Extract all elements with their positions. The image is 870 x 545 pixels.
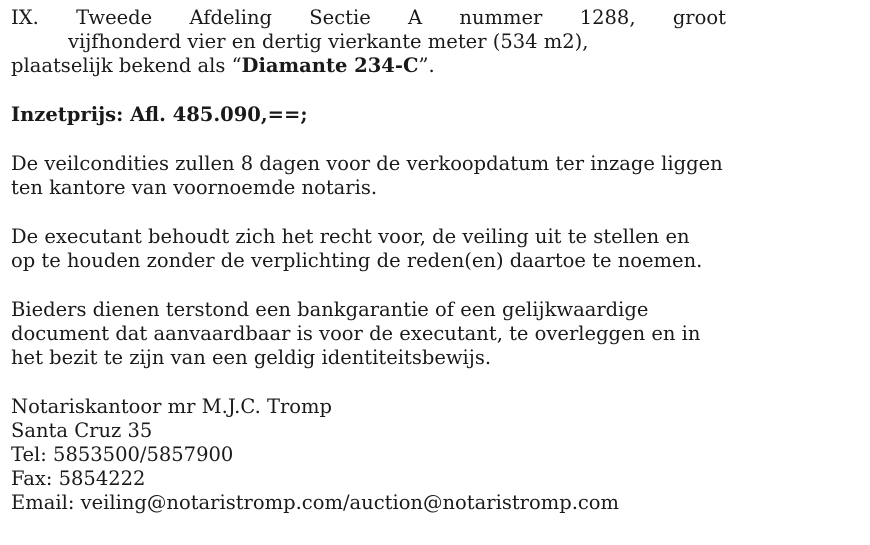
item-word: groot	[672, 6, 726, 29]
item-word: Afdeling	[189, 6, 272, 29]
paragraph-line: ten kantore van voornoemde notaris.	[11, 176, 378, 199]
item-location	[11, 54, 861, 78]
starting-price	[11, 103, 861, 127]
spacer	[11, 78, 861, 103]
item-description: vijfhonderd vier en dertig vierkante meter (534 m2),	[68, 30, 589, 53]
office-name: Notariskantoor mr M.J.C. Tromp	[11, 395, 333, 418]
item-word: A	[408, 6, 423, 29]
phone-number: Tel: 5853500/5857900	[11, 443, 234, 466]
item-word: nummer	[459, 6, 543, 29]
bidders-paragraph	[11, 298, 861, 370]
paragraph-line: Bieders dienen terstond een bankgarantie of een gelijkwaardige	[11, 298, 649, 321]
email-address: Email: veiling@notaristromp.com/auction@notaristromp.com	[11, 491, 620, 514]
fax-number: Fax: 5854222	[11, 467, 146, 490]
paragraph-line: De executant behoudt zich het recht voor, de veiling uit te stellen en	[11, 225, 690, 248]
spacer	[11, 273, 861, 298]
paragraph-line: op te houden zonder de verplichting de reden(en) daartoe te noemen.	[11, 249, 703, 272]
item-word: Tweede	[76, 6, 153, 29]
office-address: Santa Cruz 35	[11, 419, 153, 442]
spacer	[11, 127, 861, 152]
contact-block	[11, 395, 861, 515]
spacer	[11, 200, 861, 225]
item-number: IX.	[11, 6, 39, 29]
item-heading-row	[11, 6, 726, 30]
item-location-prefix: plaatselijk bekend als “	[11, 54, 242, 77]
starting-price-text: Inzetprijs: Afl. 485.090,==;	[11, 103, 308, 126]
paragraph-line: De veilcondities zullen 8 dagen voor de verkoopdatum ter inzage liggen	[11, 152, 723, 175]
paragraph-line: het bezit te zijn van een geldig identiteitsbewijs.	[11, 346, 492, 369]
item-location-suffix: ”.	[418, 54, 435, 77]
rights-paragraph	[11, 225, 861, 273]
spacer	[11, 370, 861, 395]
item-word: 1288,	[579, 6, 636, 29]
conditions-paragraph	[11, 152, 861, 200]
auction-notice	[11, 6, 861, 515]
paragraph-line: document dat aanvaardbaar is voor de executant, te overleggen en in	[11, 322, 701, 345]
property-name: Diamante 234-C	[241, 54, 419, 77]
item-word: Sectie	[309, 6, 371, 29]
